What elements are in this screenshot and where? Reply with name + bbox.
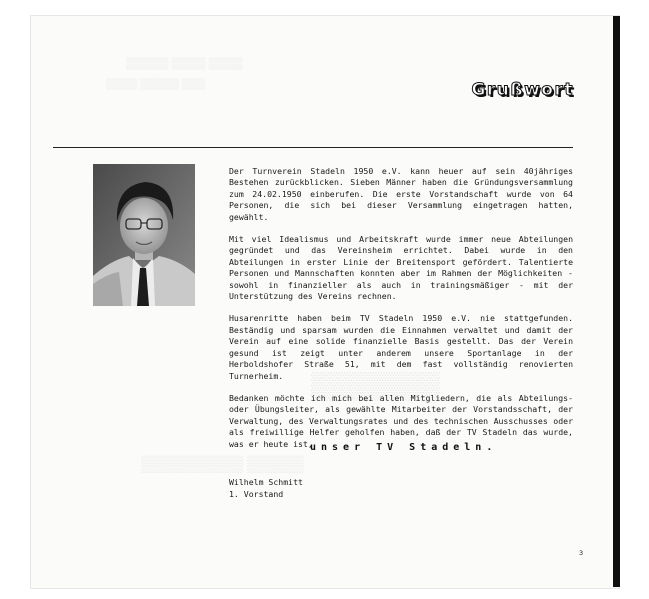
paragraph-1: Der Turnverein Stadeln 1950 e.V. kann heuer auf sein 40jähriges Bestehen zurückblicken. Sieben Männer haben die Gründungsversammlung zum 24.02.1950 einberufen. Die erste Vorstandschaft wurde von 64 Personen, die sich bei dieser Versammlung eingetragen hatten, gewählt. [229, 166, 573, 222]
signatory-name: Wilhelm Schmitt [229, 477, 303, 487]
paragraph-2: Mit viel Idealismus und Arbeitskraft wurde immer neue Abteilungen gegründet und das Vereinsheim errichtet. Dabei wurde in den Abteilungen in erster Linie der Breitensport gefördert. Talentierte Personen und Mannschaften konnten aber im Rahmen der Möglichkeiten - sowohl in finanzieller als auch in trainingsmäßiger - mit der Unterstützung des Vereins rechnen. [229, 234, 573, 302]
portrait-illustration [93, 164, 195, 306]
paragraph-3: Husarenritte haben beim TV Stadeln 1950 e.V. nie stattgefunden. Beständig und sparsam wurden die Einnahmen verwaltet und damit der Verein auf eine solide finanzielle Basis gestellt. Das der Verein gesund ist zeigt unter anderem unsere Sportanlage in der Herboldshofer Straße 51, mit dem fast vollständig renovierten Turnerheim. [229, 313, 573, 381]
closing-motto: unser TV Stadeln. [310, 442, 498, 453]
signature-block [229, 476, 303, 500]
bleed-through-text-3: ▒▒▒▒▒▒▒ [311, 371, 440, 400]
page-edge-bar [613, 16, 620, 587]
heading-divider [53, 147, 573, 148]
portrait-photo [93, 164, 195, 306]
paragraph-4: Bedanken möchte ich mich bei allen Mitgliedern, die als Abteilungs- oder Übungsleiter, als gewählte Mitarbeiter der Vorstandsschaft, der Verwaltung, des Verwaltungsrates und des technischen Ausschusses oder als freiwillige Helfer geholfen haben, daß der TV Stadeln das wurde, was er heute ist, [229, 392, 573, 449]
page-number: 3 [579, 549, 584, 557]
page-heading: Grußwort [471, 80, 574, 100]
signatory-role: 1. Vorstand [229, 489, 284, 499]
letter-body [229, 166, 573, 461]
bleed-through-text-4: ▒▒▒▒▒▒▒▒▒ ▒▒▒▒▒ [141, 456, 304, 473]
bleed-through-text-2: ▒▒▒▒ ▒▒▒▒▒ ▒▒▒ [106, 78, 206, 90]
bleed-through-text-1: ▒▒▒▒▒ ▒▒▒▒ ▒▒▒▒ [126, 56, 243, 70]
